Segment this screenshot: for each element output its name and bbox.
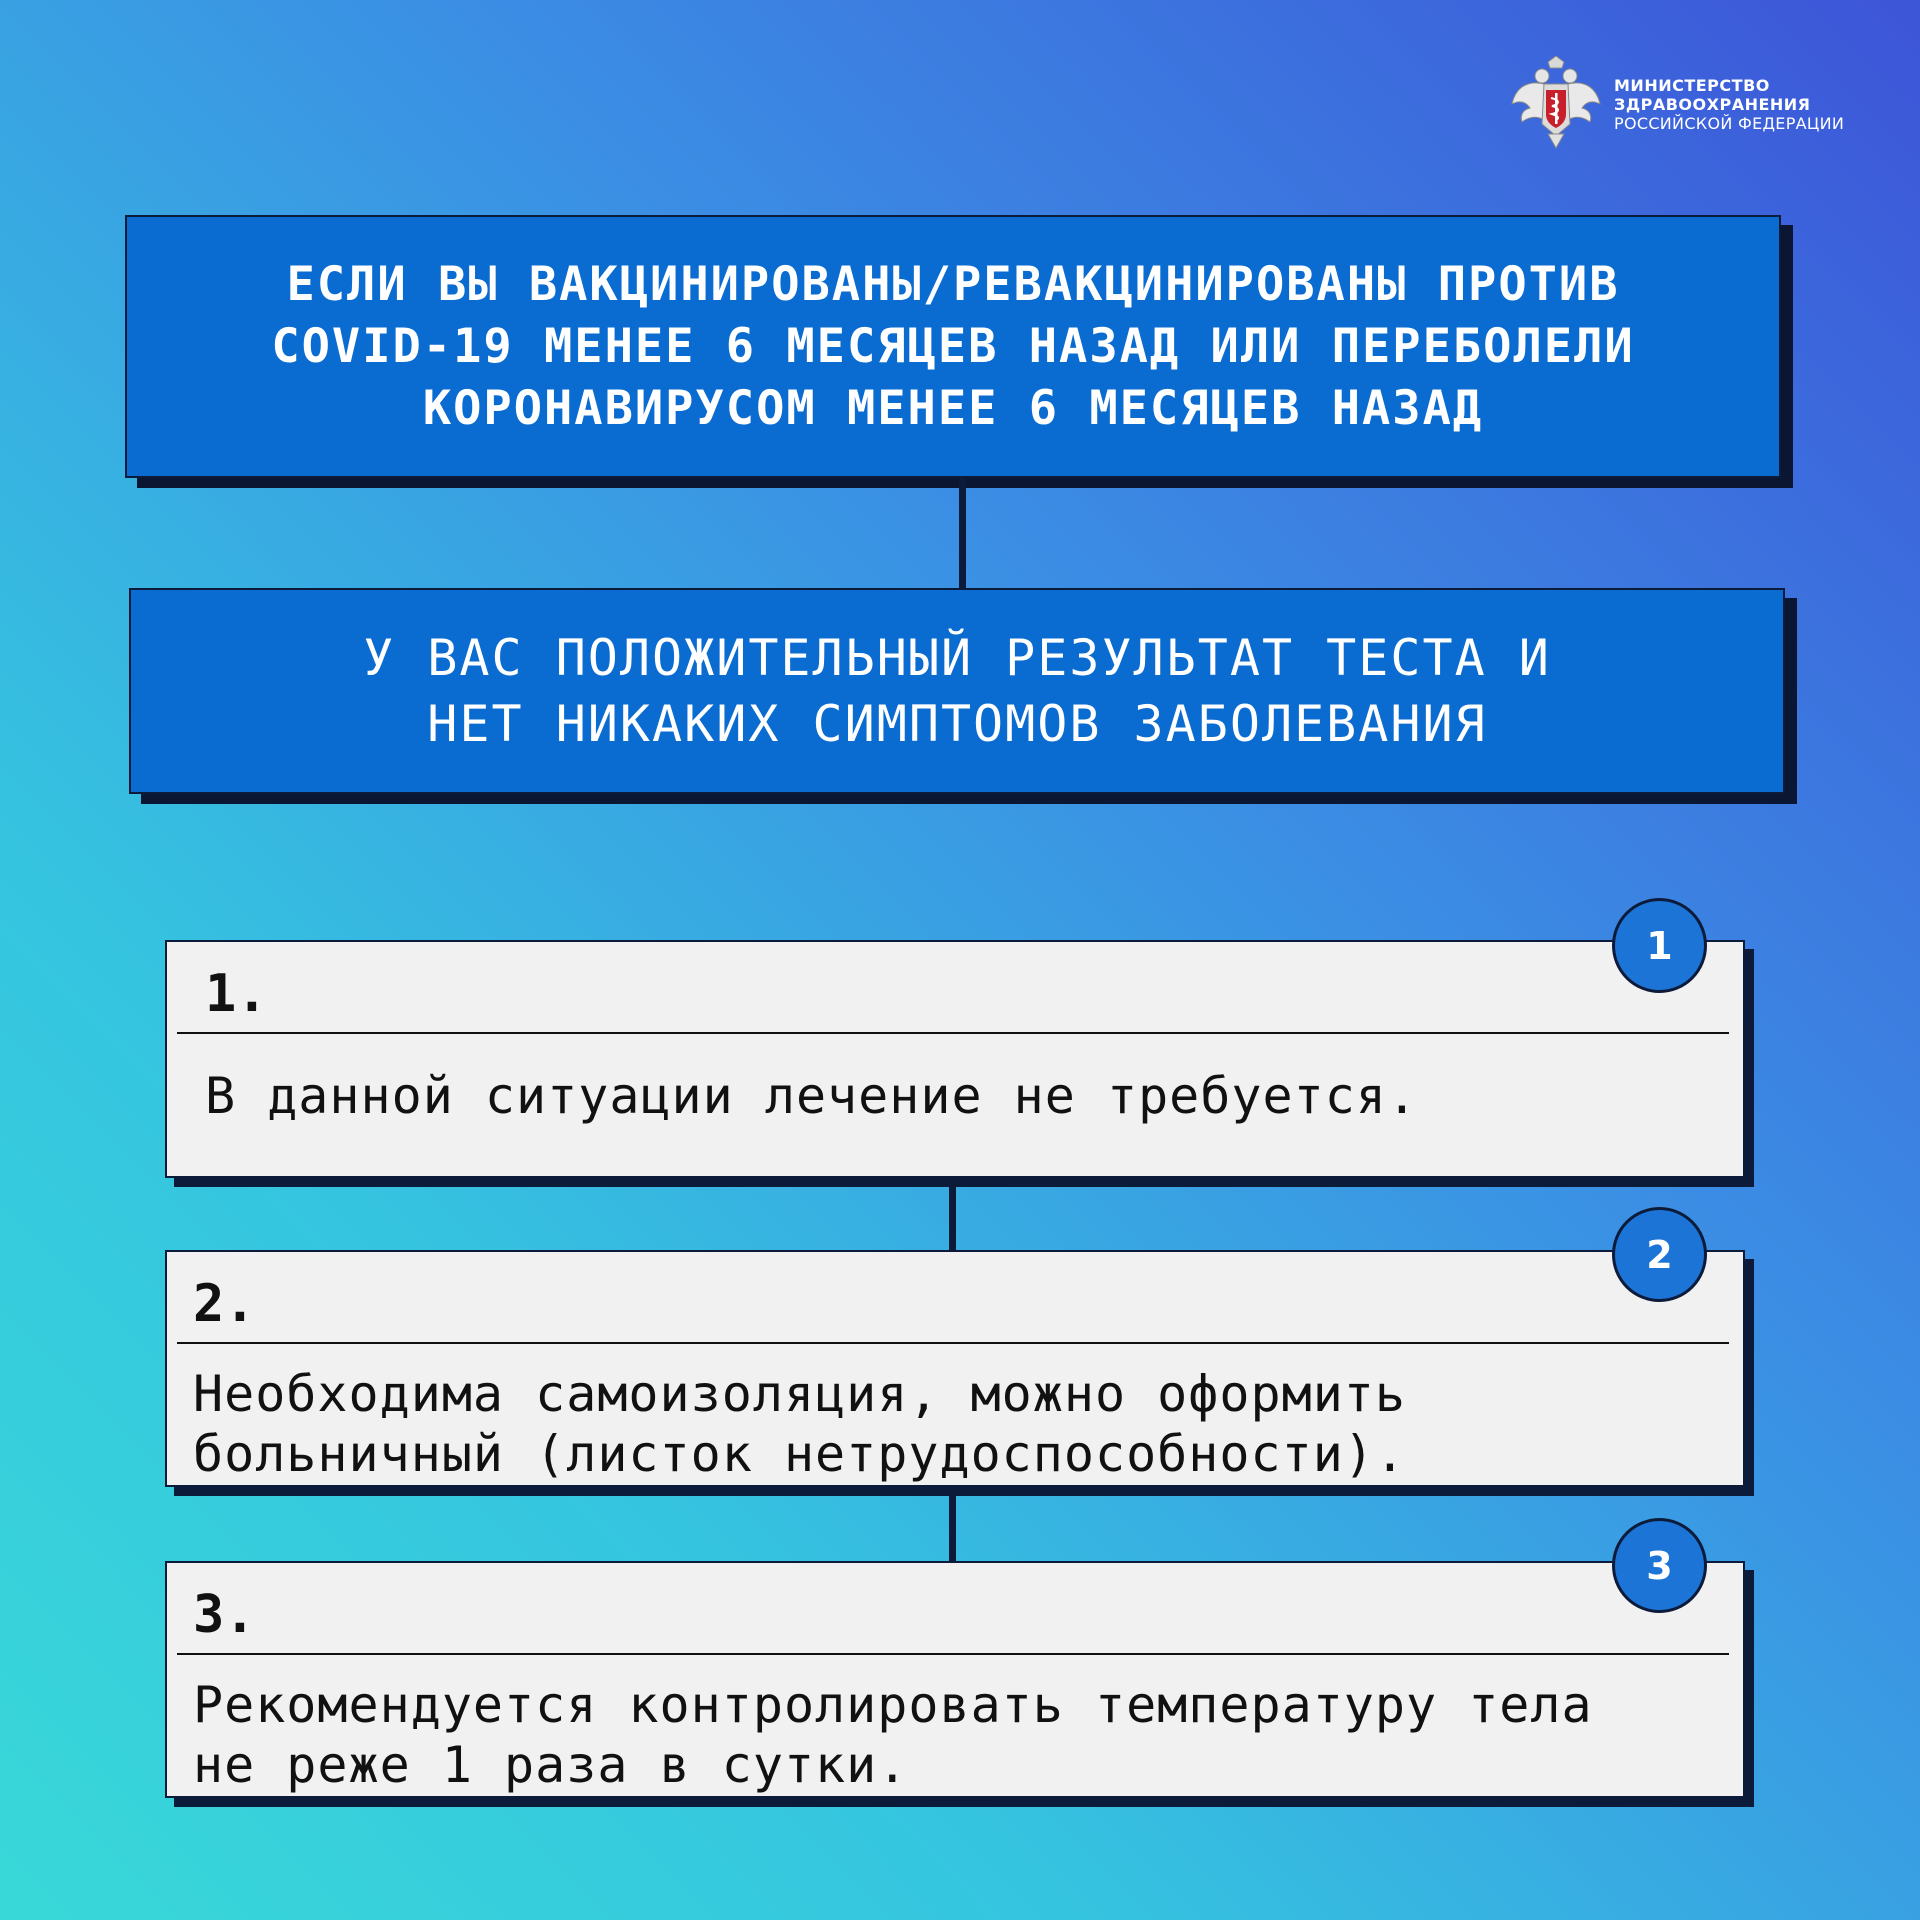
ministry-name-line-1: МИНИСТЕРСТВО: [1614, 76, 1770, 95]
result-box: [129, 588, 1785, 794]
connector-line: [949, 1178, 956, 1250]
step-badge-1: 1: [1612, 898, 1707, 993]
step-text: В данной ситуации лечение не требуется.: [205, 1067, 1418, 1125]
step-card-1: [165, 940, 1745, 1178]
step-card-2: [165, 1250, 1745, 1487]
ministry-logo: [1510, 56, 1870, 156]
ministry-name: [1614, 76, 1844, 133]
divider: [177, 1342, 1729, 1344]
connector-line: [959, 478, 966, 588]
double-headed-eagle-emblem-icon: [1510, 56, 1602, 152]
result-text: У ВАС ПОЛОЖИТЕЛЬНЫЙ РЕЗУЛЬТАТ ТЕСТА И НЕТ НИКАКИХ СИМПТОМОВ ЗАБОЛЕВАНИЯ: [363, 629, 1551, 753]
step-card-3: [165, 1561, 1745, 1798]
condition-box: [125, 215, 1781, 478]
step-number: 1.: [205, 964, 268, 1024]
ministry-name-line-3: РОССИЙСКОЙ ФЕДЕРАЦИИ: [1614, 114, 1845, 133]
step-text: Рекомендуется контролировать температуру тела не реже 1 раза в сутки.: [193, 1676, 1593, 1794]
step-number: 3.: [193, 1585, 256, 1645]
divider: [177, 1653, 1729, 1655]
divider: [177, 1032, 1729, 1034]
step-number: 2.: [193, 1274, 256, 1334]
connector-line: [949, 1487, 956, 1561]
step-badge-3: 3: [1612, 1518, 1707, 1613]
condition-text: ЕСЛИ ВЫ ВАКЦИНИРОВАНЫ/РЕВАКЦИНИРОВАНЫ ПРОТИВ COVID-19 МЕНЕЕ 6 МЕСЯЦЕВ НАЗАД ИЛИ ПЕРЕБОЛЕЛИ КОРОНАВИРУСОМ МЕНЕЕ 6 МЕСЯЦЕВ НАЗАД: [271, 256, 1635, 436]
step-badge-2: 2: [1612, 1207, 1707, 1302]
ministry-name-line-2: ЗДРАВООХРАНЕНИЯ: [1614, 95, 1811, 114]
step-text: Необходима самоизоляция, можно оформить больничный (листок нетрудоспособности).: [193, 1365, 1406, 1483]
